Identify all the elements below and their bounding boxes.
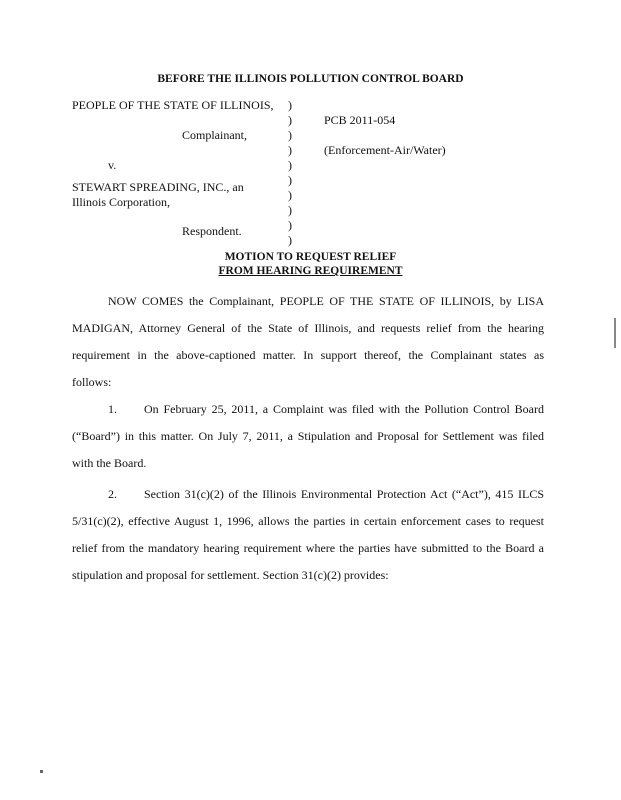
caption-bracket: ) <box>288 158 292 172</box>
defendant-role: Respondent. <box>182 224 242 238</box>
caption-bracket: ) <box>288 98 292 112</box>
caption-bracket: ) <box>288 143 292 157</box>
para2-line: 5/31(c)(2), effective August 1, 1996, allows the parties in certain enforcement cases to request <box>72 514 544 528</box>
para2-text: Section 31(c)(2) of the Illinois Environmental Protection Act (“Act”), 415 ILCS <box>144 487 544 501</box>
defendant-name-line1: STEWART SPREADING, INC., an <box>72 180 244 194</box>
defendant-name-line2: Illinois Corporation, <box>72 195 170 209</box>
case-type: (Enforcement-Air/Water) <box>324 143 446 157</box>
motion-title-line2: FROM HEARING REQUIREMENT <box>218 265 403 277</box>
caption-brackets <box>288 98 298 248</box>
para2-line1 <box>72 487 544 514</box>
para1-line: (“Board”) in this matter. On July 7, 2011, a Stipulation and Proposal for Settlement was filed <box>72 429 544 443</box>
caption-bracket: ) <box>288 113 292 127</box>
caption-bracket: ) <box>288 233 292 247</box>
para1-text: On February 25, 2011, a Complaint was filed with the Pollution Control Board <box>144 402 544 416</box>
caption-bracket: ) <box>288 188 292 202</box>
motion-title-line1: MOTION TO REQUEST RELIEF <box>224 251 397 263</box>
intro-paragraph <box>72 294 544 402</box>
paragraph-2 <box>72 487 544 595</box>
para1-number: 1. <box>108 402 117 416</box>
intro-line: requirement in the above-captioned matter. In support thereof, the Complainant states as <box>72 348 544 362</box>
plaintiff-role: Complainant, <box>182 128 247 142</box>
caption-bracket: ) <box>288 203 292 217</box>
intro-line: MADIGAN, Attorney General of the State of Illinois, and requests relief from the hearing <box>72 321 544 335</box>
intro-line: follows: <box>72 375 112 389</box>
para1-line: with the Board. <box>72 456 147 470</box>
para2-line: stipulation and proposal for settlement. Section 31(c)(2) provides: <box>72 568 389 582</box>
caption-bracket: ) <box>288 128 292 142</box>
caption-bracket: ) <box>288 218 292 232</box>
case-number: PCB 2011-054 <box>324 113 396 127</box>
caption-bracket: ) <box>288 173 292 187</box>
scan-margin-mark <box>614 318 616 348</box>
scan-dot-mark <box>40 770 43 773</box>
para2-line: relief from the mandatory hearing requirement where the parties have submitted to the Board a <box>72 541 544 555</box>
versus: v. <box>108 158 117 172</box>
intro-line: NOW COMES the Complainant, PEOPLE OF THE STATE OF ILLINOIS, by LISA <box>108 294 544 308</box>
paragraph-1 <box>72 402 544 483</box>
board-title: BEFORE THE ILLINOIS POLLUTION CONTROL BOARD <box>157 73 464 85</box>
para2-number: 2. <box>108 487 117 501</box>
plaintiff-name: PEOPLE OF THE STATE OF ILLINOIS, <box>72 98 274 112</box>
para1-line1 <box>72 402 544 429</box>
